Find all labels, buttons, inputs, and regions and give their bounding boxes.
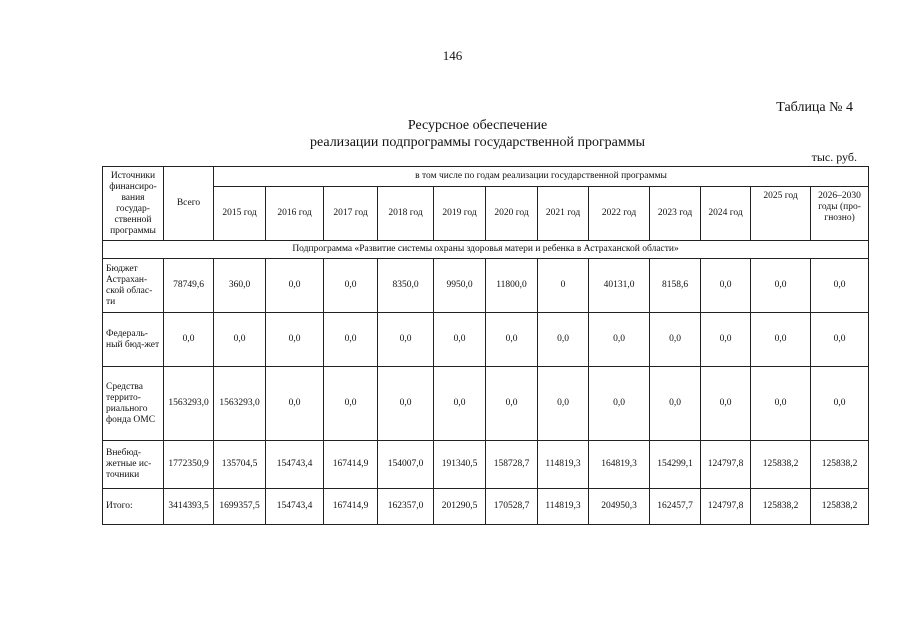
cell-value: 154299,1	[650, 441, 701, 489]
cell-value: 0,0	[589, 367, 650, 441]
row-label: Федераль-ный бюд-жет	[103, 313, 164, 367]
subprogram-row	[103, 241, 869, 259]
cell-value: 40131,0	[589, 259, 650, 313]
row-label: Итого:	[103, 489, 164, 525]
cell-value: 0,0	[811, 313, 869, 367]
cell-value: 0,0	[751, 313, 811, 367]
cell-total: 1772350,9	[164, 441, 214, 489]
cell-value: 154743,4	[266, 489, 324, 525]
cell-total: 1563293,0	[164, 367, 214, 441]
cell-value: 0,0	[266, 313, 324, 367]
cell-value: 114819,3	[538, 441, 589, 489]
table-row	[103, 259, 869, 313]
header-year: 2022 год	[589, 187, 650, 241]
header-source: Источники финансиро-вания государ-ственной программы	[103, 167, 164, 241]
cell-value: 1563293,0	[214, 367, 266, 441]
cell-value: 162357,0	[378, 489, 434, 525]
row-label: Средства террито-риального фонда ОМС	[103, 367, 164, 441]
cell-value: 11800,0	[486, 259, 538, 313]
table-title-line-1: Ресурсное обеспечение	[407, 118, 548, 133]
cell-value: 114819,3	[538, 489, 589, 525]
cell-value: 124797,8	[701, 441, 751, 489]
cell-value: 0	[538, 259, 589, 313]
cell-value: 0,0	[811, 367, 869, 441]
cell-value: 125838,2	[811, 441, 869, 489]
cell-value: 125838,2	[751, 489, 811, 525]
cell-value: 0,0	[214, 313, 266, 367]
cell-value: 0,0	[266, 367, 324, 441]
header-year: 2021 год	[538, 187, 589, 241]
cell-value: 0,0	[266, 259, 324, 313]
cell-value: 125838,2	[751, 441, 811, 489]
header-year: 2017 год	[324, 187, 378, 241]
header-year: 2024 год	[701, 187, 751, 241]
header-year: 2020 год	[486, 187, 538, 241]
header-years-group: в том числе по годам реализации государственной программы	[214, 167, 869, 187]
units-label: тыс. руб.	[811, 150, 857, 164]
cell-value: 154743,4	[266, 441, 324, 489]
cell-value: 0,0	[701, 259, 751, 313]
cell-value: 0,0	[434, 313, 486, 367]
cell-value: 0,0	[589, 313, 650, 367]
total-row	[103, 489, 869, 525]
table-label: Таблица № 4	[776, 100, 853, 115]
cell-value: 167414,9	[324, 489, 378, 525]
cell-value: 0,0	[486, 313, 538, 367]
cell-total: 3414393,5	[164, 489, 214, 525]
cell-value: 8350,0	[378, 259, 434, 313]
header-years-row	[103, 187, 869, 241]
row-label: Бюджет Астрахан-ской облас-ти	[103, 259, 164, 313]
cell-value: 0,0	[486, 367, 538, 441]
cell-value: 135704,5	[214, 441, 266, 489]
table-row	[103, 367, 869, 441]
header-year: 2025 год	[751, 187, 811, 241]
cell-value: 154007,0	[378, 441, 434, 489]
cell-value: 0,0	[701, 313, 751, 367]
cell-value: 0,0	[538, 313, 589, 367]
cell-total: 0,0	[164, 313, 214, 367]
cell-value: 0,0	[378, 367, 434, 441]
cell-value: 0,0	[650, 313, 701, 367]
row-label: Внебюд-жетные ис-точники	[103, 441, 164, 489]
cell-value: 0,0	[751, 367, 811, 441]
cell-value: 204950,3	[589, 489, 650, 525]
header-year: 2016 год	[266, 187, 324, 241]
cell-value: 124797,8	[701, 489, 751, 525]
cell-value: 8158,6	[650, 259, 701, 313]
cell-value: 0,0	[324, 367, 378, 441]
header-total: Всего	[164, 167, 214, 241]
table-row	[103, 313, 869, 367]
header-year: 2026–2030 годы (про-гнозно)	[811, 187, 869, 241]
cell-value: 0,0	[650, 367, 701, 441]
cell-value: 0,0	[811, 259, 869, 313]
page-number: 146	[442, 48, 463, 63]
cell-value: 0,0	[538, 367, 589, 441]
funding-table	[102, 166, 869, 525]
cell-value: 201290,5	[434, 489, 486, 525]
header-year: 2023 год	[650, 187, 701, 241]
cell-value: 162457,7	[650, 489, 701, 525]
cell-total: 78749,6	[164, 259, 214, 313]
cell-value: 9950,0	[434, 259, 486, 313]
table-row	[103, 441, 869, 489]
table-title-line-2: реализации подпрограммы государственной программы	[309, 135, 646, 150]
cell-value: 0,0	[701, 367, 751, 441]
cell-value: 125838,2	[811, 489, 869, 525]
cell-value: 0,0	[324, 313, 378, 367]
subprogram-title: Подпрограмма «Развитие системы охраны здоровья матери и ребенка в Астраханской области»	[103, 241, 869, 259]
cell-value: 0,0	[434, 367, 486, 441]
header-year: 2018 год	[378, 187, 434, 241]
cell-value: 360,0	[214, 259, 266, 313]
header-row	[103, 167, 869, 187]
cell-value: 167414,9	[324, 441, 378, 489]
cell-value: 0,0	[378, 313, 434, 367]
cell-value: 164819,3	[589, 441, 650, 489]
header-year: 2015 год	[214, 187, 266, 241]
cell-value: 191340,5	[434, 441, 486, 489]
cell-value: 0,0	[324, 259, 378, 313]
cell-value: 0,0	[751, 259, 811, 313]
cell-value: 1699357,5	[214, 489, 266, 525]
header-year: 2019 год	[434, 187, 486, 241]
cell-value: 170528,7	[486, 489, 538, 525]
cell-value: 158728,7	[486, 441, 538, 489]
